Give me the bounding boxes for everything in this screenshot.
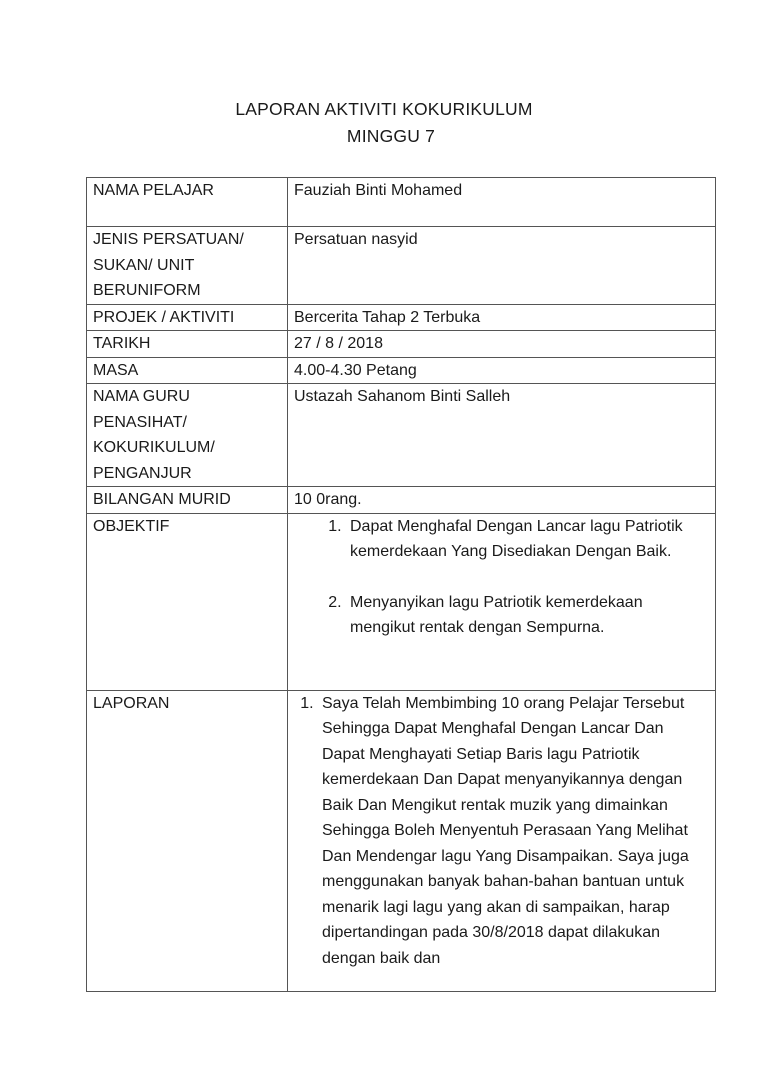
table-row-guru <box>87 384 716 487</box>
label-jenis <box>87 227 288 305</box>
label-jenis-line-1: JENIS PERSATUAN/ <box>93 231 244 248</box>
label-objektif: OBJEKTIF <box>87 513 288 690</box>
label-nama-pelajar: NAMA PELAJAR <box>87 178 288 227</box>
report-table <box>86 177 716 992</box>
label-projek: PROJEK / AKTIVITI <box>87 304 288 331</box>
label-jenis-line-3: BERUNIFORM <box>93 282 201 299</box>
value-objektif <box>288 513 716 690</box>
objektif-list <box>294 514 709 641</box>
objektif-item-2: 2. Menyanyikan lagu Patriotik kemerdekaan mengikut rentak dengan Sempurna. <box>346 590 709 641</box>
document-title <box>0 96 768 150</box>
value-tarikh: 27 / 8 / 2018 <box>288 331 716 358</box>
laporan-item-1: 1. Saya Telah Membimbing 10 orang Pelajar Tersebut Sehingga Dapat Menghafal Dengan Lancar Dan Dapat Menghayati Setiap Baris lagu Patriotik kemerdekaan Dan Dapat menyanyikannya dengan Baik Dan Mengikut rentak muzik yang dimainkan Sehingga Boleh Menyentuh Perasaan Yang Melihat Dan Mendengar lagu Yang Disampaikan. Saya juga menggunakan banyak bahan-bahan bantuan untuk menarik lagi lagu yang akan di sampaikan, harap dipertandingan pada 30/8/2018 dapat dilakukan dengan baik dan <box>318 691 709 972</box>
label-guru-line-3: KOKURIKULUM/ <box>93 439 215 456</box>
value-jenis: Persatuan nasyid <box>288 227 716 305</box>
label-bilangan: BILANGAN MURID <box>87 487 288 514</box>
objektif-item-1: 1. Dapat Menghafal Dengan Lancar lagu Patriotik kemerdekaan Yang Disediakan Dengan Baik. <box>346 514 709 565</box>
table-row-jenis <box>87 227 716 305</box>
table-row-laporan <box>87 690 716 991</box>
value-nama-pelajar: Fauziah Binti Mohamed <box>288 178 716 227</box>
label-guru-line-4: PENGANJUR <box>93 464 192 482</box>
title-line-2: MINGGU 7 <box>346 126 436 146</box>
label-laporan: LAPORAN <box>87 690 288 991</box>
label-masa: MASA <box>87 357 288 384</box>
table-row-tarikh <box>87 331 716 358</box>
table-row-projek <box>87 304 716 331</box>
laporan-list <box>294 691 709 972</box>
label-guru <box>87 384 288 487</box>
label-guru-line-1: NAMA GURU <box>93 388 190 405</box>
table-row-nama-pelajar <box>87 178 716 227</box>
title-line-1: LAPORAN AKTIVITI KOKURIKULUM <box>235 99 533 119</box>
table-row-objektif <box>87 513 716 690</box>
value-laporan <box>288 690 716 991</box>
value-bilangan: 10 0rang. <box>288 487 716 514</box>
label-jenis-line-2: SUKAN/ UNIT <box>93 256 195 274</box>
value-masa: 4.00-4.30 Petang <box>288 357 716 384</box>
table-row-masa <box>87 357 716 384</box>
value-guru: Ustazah Sahanom Binti Salleh <box>288 384 716 487</box>
label-guru-line-2: PENASIHAT/ <box>93 413 187 431</box>
label-tarikh: TARIKH <box>87 331 288 358</box>
table-row-bilangan <box>87 487 716 514</box>
value-projek: Bercerita Tahap 2 Terbuka <box>288 304 716 331</box>
